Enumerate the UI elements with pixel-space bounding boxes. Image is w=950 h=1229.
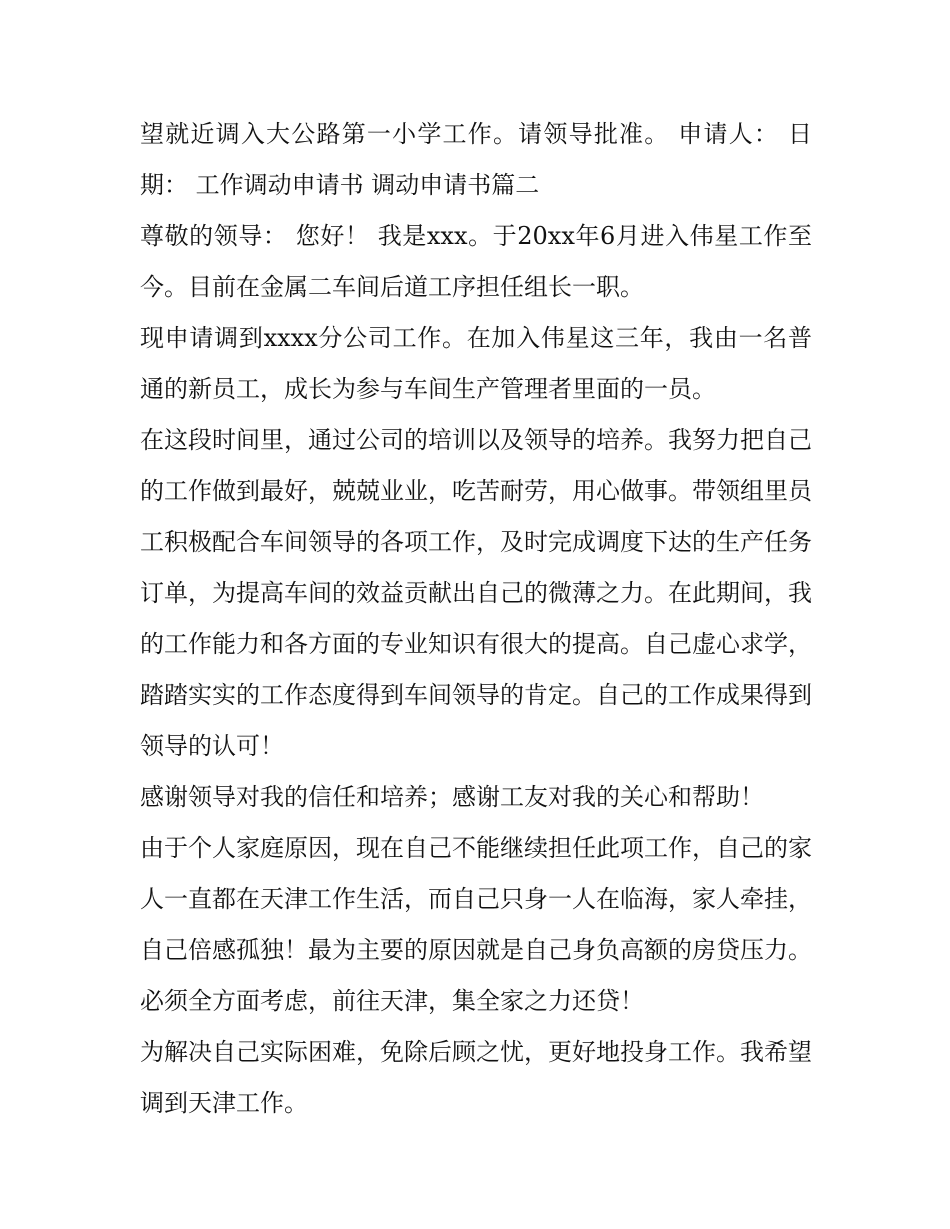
paragraph: 尊敬的领导： 您好！ 我是xxx。于20xx年6月进入伟星工作至今。目前在金属二车间后道工序担任组长一职。 (140, 222, 812, 301)
paragraph: 为解决自己实际困难，免除后顾之忧，更好地投身工作。我希望调到天津工作。 (140, 1038, 812, 1117)
paragraph: 望就近调入大公路第一小学工作。请领导批准。 申请人： 日期： 工作调动申请书 调动申请书篇二 (140, 120, 812, 199)
document-body (140, 109, 812, 1129)
paragraph: 在这段时间里，通过公司的培训以及领导的培养。我努力把自己的工作做到最好，兢兢业业，吃苦耐劳，用心做事。带领组里员工积极配合车间领导的各项工作，及时完成调度下达的生产任务订单，为提高车间的效益贡献出自己的微薄之力。在此期间，我的工作能力和各方面的专业知识有很大的提高。自己虚心求学，踏踏实实的工作态度得到车间领导的肯定。自己的工作成果得到领导的认可！ (140, 426, 812, 760)
paragraph: 现申请调到xxxx分公司工作。在加入伟星这三年，我由一名普通的新员工，成长为参与车间生产管理者里面的一员。 (140, 324, 812, 403)
paragraph: 感谢领导对我的信任和培养；感谢工友对我的关心和帮助！ (140, 783, 764, 811)
paragraph: 由于个人家庭原因，现在自己不能继续担任此项工作，自己的家人一直都在天津工作生活，而自己只身一人在临海，家人牵挂，自己倍感孤独！最为主要的原因就是自己身负高额的房贷压力。必须全方面考虑，前往天津，集全家之力还贷！ (140, 834, 812, 1015)
